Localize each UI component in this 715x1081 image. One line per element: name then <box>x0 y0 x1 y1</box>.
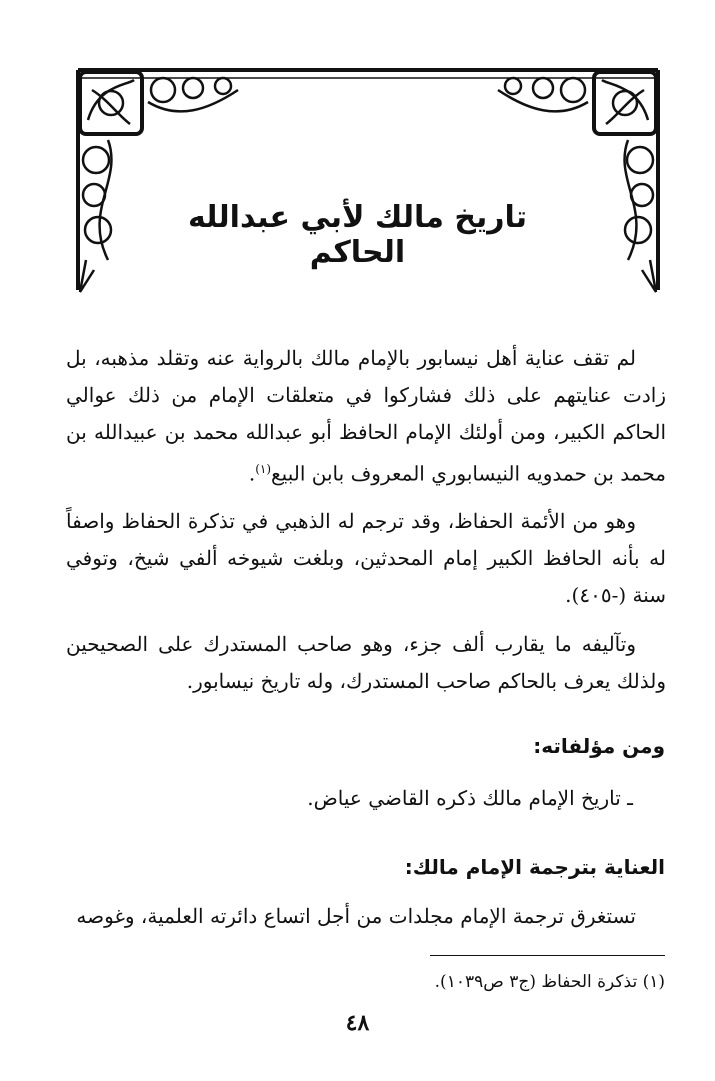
paragraph-3 <box>66 626 666 700</box>
footnote-divider <box>430 955 665 956</box>
heading-works: ومن مؤلفاته: <box>533 734 665 758</box>
paragraph-1-end: . <box>248 461 256 486</box>
paragraph-3-text: وتآليفه ما يقارب ألف جزء، وهو صاحب المستدرك على الصحيحين ولذلك يعرف بالحاكم صاحب المستدرك، وله تاريخ نيسابور. <box>66 632 666 693</box>
paragraph-4 <box>66 898 666 935</box>
footnote-marker: (١) <box>255 462 272 476</box>
footnote: (١) تذكرة الحفاظ (ج٣ ص١٠٣٩). <box>434 972 665 992</box>
list-item: ـ تاريخ الإمام مالك ذكره القاضي عياض. <box>307 786 633 810</box>
paragraph-2 <box>66 503 666 614</box>
paragraph-2-text: وهو من الأئمة الحفاظ، وقد ترجم له الذهبي في تذكرة الحفاظ واصفاً له بأنه الحافظ الكبير إمام المحدثين، وبلغت شيوخه ألفي شيخ، وتوفي سنة (-٤٠٥). <box>66 509 666 607</box>
heading-care: العناية بترجمة الإمام مالك: <box>404 855 665 879</box>
paragraph-1-text: لم تقف عناية أهل نيسابور بالإمام مالك بالرواية عنه وتقلد مذهبه، بل زادت عنايتهم على ذلك فشاركوا في متعلقات الإمام من ذلك عوالي الحاكم الكبير، ومن أولئك الإمام الحافظ أبو عبدالله محمد بن عبيدالله بن محمد بن حمدويه النيسابوري المعروف بابن البيع <box>66 346 666 486</box>
page-title: تاريخ مالك لأبي عبدالله الحاكم <box>187 200 528 270</box>
paragraph-4-text: تستغرق ترجمة الإمام مجلدات من أجل اتساع دائرته العلمية، وغوصه <box>76 904 636 928</box>
page-number: ٤٨ <box>345 1010 370 1036</box>
paragraph-1 <box>66 340 666 493</box>
